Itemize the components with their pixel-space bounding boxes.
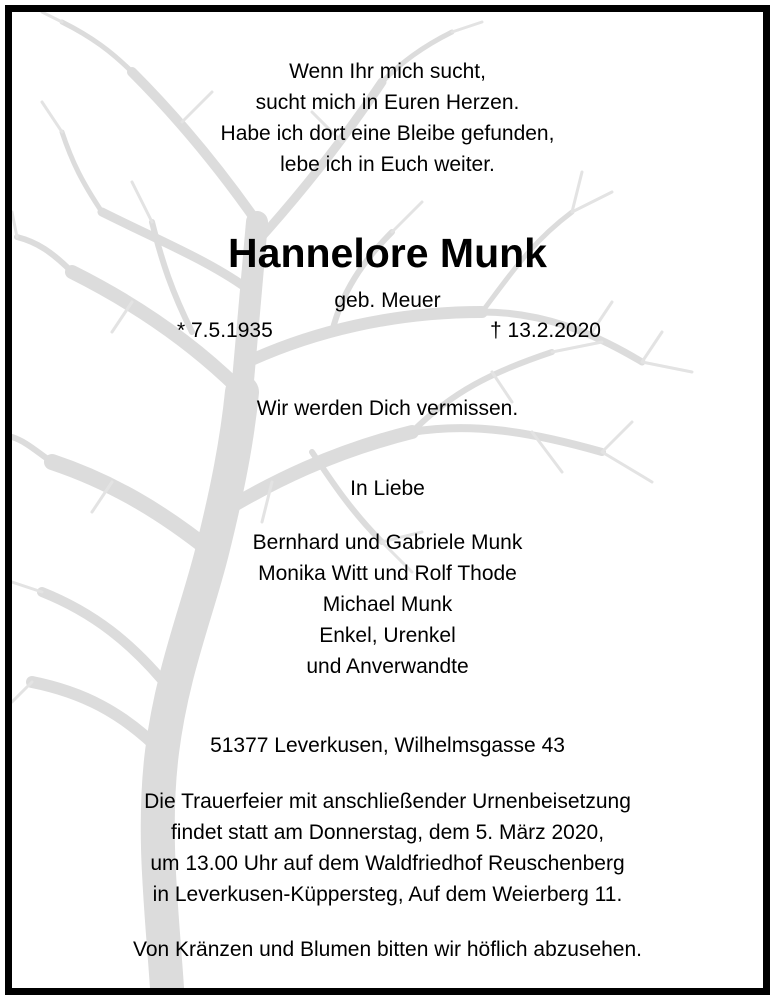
- mourner-line: Monika Witt und Rolf Thode: [258, 562, 517, 585]
- mourner-line: Bernhard und Gabriele Munk: [252, 531, 523, 554]
- deceased-name: Hannelore Munk: [228, 230, 547, 276]
- in-love-heading: In Liebe: [350, 477, 425, 500]
- ceremony-line: Die Trauerfeier mit anschließender Urnenbeisetzung: [144, 790, 631, 813]
- farewell-message: Wir werden Dich vermissen.: [256, 397, 519, 420]
- mourner-line: Michael Munk: [322, 593, 453, 616]
- poem-line: Wenn Ihr mich sucht,: [289, 60, 486, 83]
- obituary-content: [12, 12, 763, 988]
- ceremony-line: findet statt am Donnerstag, dem 5. März 2020,: [170, 821, 605, 844]
- birth-date: * 7.5.1935: [177, 319, 273, 342]
- mourner-line: Enkel, Urenkel: [319, 624, 456, 647]
- ceremony-line: in Leverkusen-Küppersteg, Auf dem Weierberg 11.: [152, 883, 623, 906]
- maiden-name: geb. Meuer: [334, 289, 441, 312]
- mourner-line: und Anverwandte: [306, 655, 469, 678]
- poem-line: sucht mich in Euren Herzen.: [255, 91, 520, 114]
- poem-line: Habe ich dort eine Bleibe gefunden,: [220, 122, 555, 145]
- death-date: † 13.2.2020: [490, 319, 601, 342]
- family-address: 51377 Leverkusen, Wilhelmsgasse 43: [210, 734, 565, 757]
- flowers-note: Von Kränzen und Blumen bitten wir höflich abzusehen.: [133, 938, 642, 961]
- obituary-frame: [5, 5, 770, 995]
- ceremony-line: um 13.00 Uhr auf dem Waldfriedhof Reuschenberg: [150, 852, 625, 875]
- poem-line: lebe ich in Euch weiter.: [280, 153, 495, 176]
